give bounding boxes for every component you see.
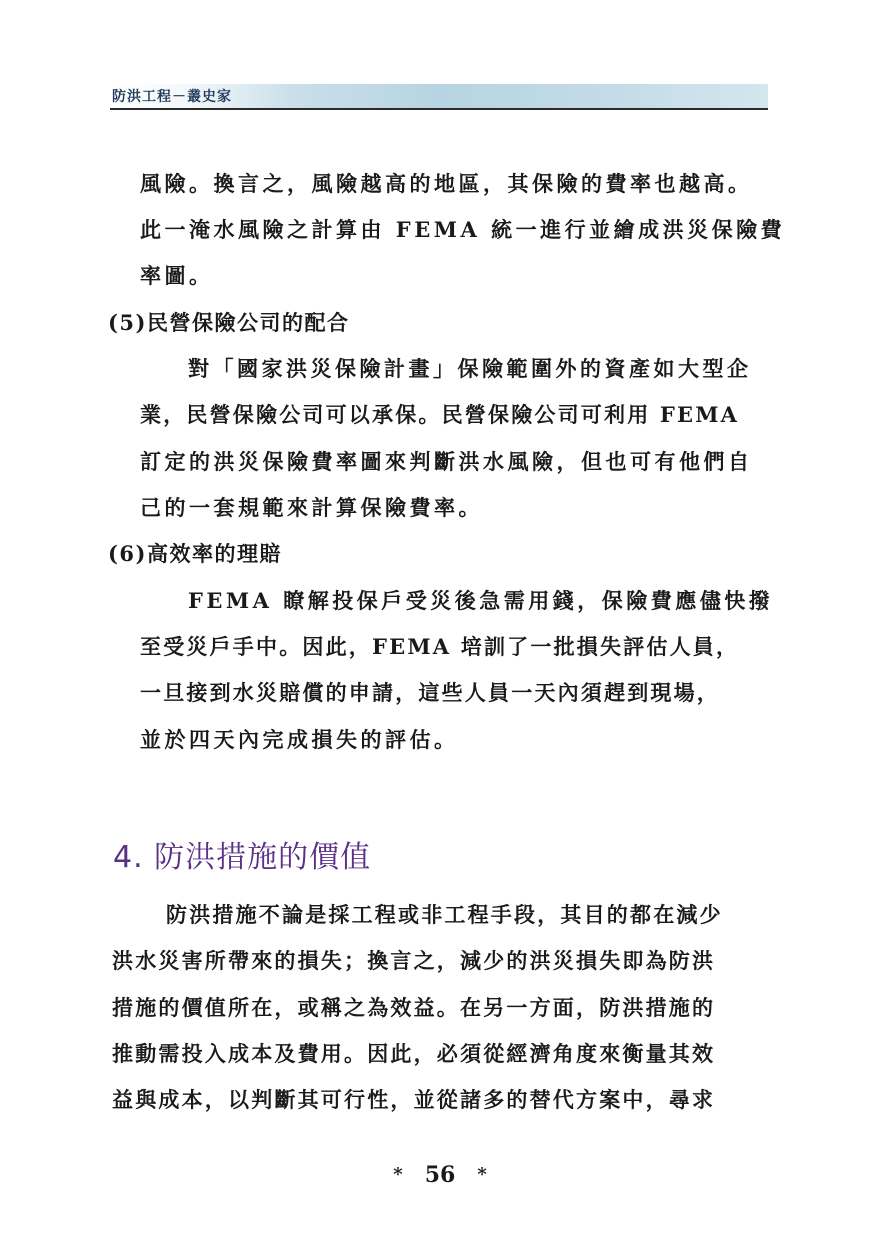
page-footer <box>0 1160 880 1190</box>
item-line: 業，民營保險公司可以承保。民營保險公司可利用 FEMA <box>140 402 740 427</box>
item-line: 訂定的洪災保險費率圖來判斷洪水風險，但也可有他們自 <box>140 449 753 474</box>
footer-ornament-left: * <box>393 1164 403 1185</box>
item-line: FEMA 瞭解投保戶受災後急需用錢，保險費應儘快撥 <box>188 588 774 613</box>
body-line: 此一淹水風險之計算由 FEMA 統一進行並繪成洪災保險費 <box>140 217 786 242</box>
section-heading: 4. 防洪措施的價值 <box>113 840 372 875</box>
header-rule <box>110 108 768 110</box>
item-line: 對「國家洪災保險計畫」保險範圍外的資產如大型企 <box>188 356 752 381</box>
item-line: 並於四天內完成損失的評估。 <box>140 727 459 752</box>
body-line: 風險。換言之，風險越高的地區，其保險的費率也越高。 <box>140 171 753 196</box>
item-line: 己的一套規範來計算保險費率。 <box>140 495 483 520</box>
item-heading: (6)高效率的理賠 <box>108 541 282 566</box>
section-line: 措施的價值所在，或稱之為效益。在另一方面，防洪措施的 <box>112 995 716 1020</box>
page-number: 56 <box>424 1162 456 1188</box>
section-line: 推動需投入成本及費用。因此，必須從經濟角度來衡量其效 <box>112 1041 716 1066</box>
item-line: 至受災戶手中。因此，FEMA 培訓了一批損失評估人員， <box>140 634 740 659</box>
section-line: 防洪措施不論是採工程或非工程手段，其目的都在減少 <box>166 902 723 927</box>
running-title: 防洪工程－叢史家 <box>112 89 232 105</box>
section-line: 益與成本，以判斷其可行性，並從諸多的替代方案中，尋求 <box>112 1087 716 1112</box>
footer-ornament-right: * <box>477 1164 487 1185</box>
section-line: 洪水災害所帶來的損失；換言之，減少的洪災損失即為防洪 <box>112 948 716 973</box>
item-heading: (5)民營保險公司的配合 <box>108 310 350 335</box>
item-line: 一旦接到水災賠償的申請，這些人員一天內須趕到現場， <box>140 680 720 705</box>
body-line: 率圖。 <box>140 263 214 288</box>
